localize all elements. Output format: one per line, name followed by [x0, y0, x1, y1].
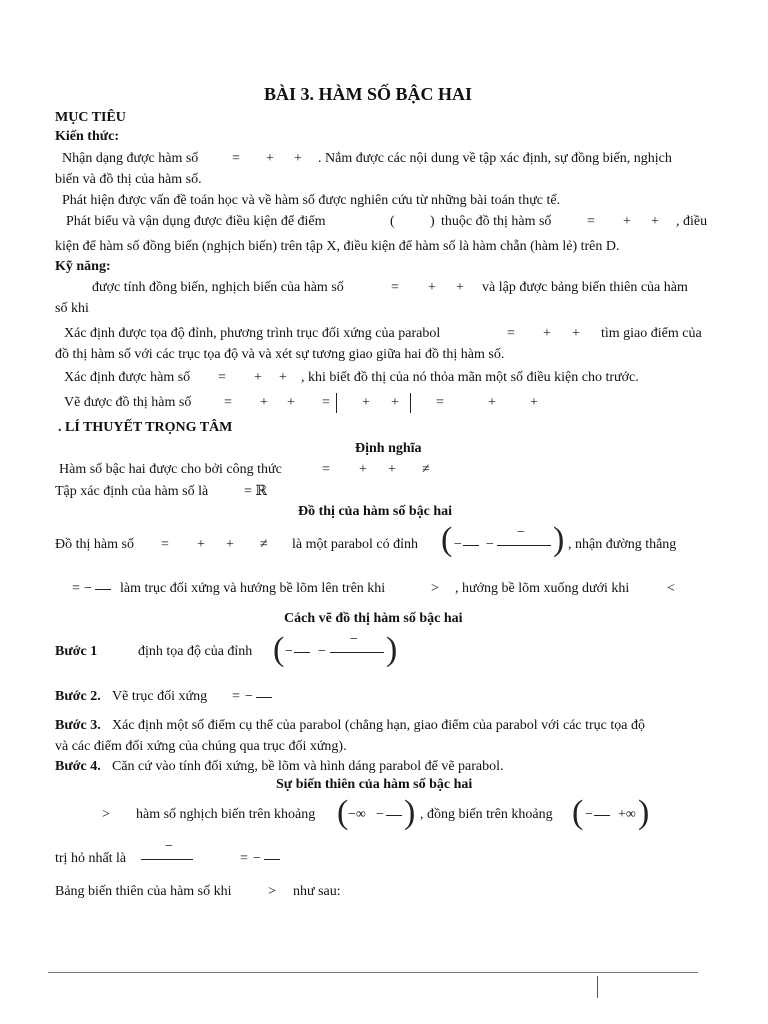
text-line: tìm giao điểm của — [601, 326, 702, 341]
fraction-bar — [264, 859, 280, 860]
math-symbol: − — [245, 689, 253, 704]
math-symbol: > — [431, 581, 439, 596]
math-symbol: + — [362, 395, 370, 410]
math-symbol: + — [543, 326, 551, 341]
fraction-bar — [256, 697, 272, 698]
big-paren-close: ) — [553, 521, 565, 558]
text-line: thuộc đồ thị hàm số — [441, 214, 552, 229]
fraction-bar — [594, 815, 610, 816]
text-line: Phát hiện được vấn đề toán học và về hàm số được nghiên cứu từ những bài toán thực tế. — [62, 193, 561, 208]
text-line: và lập được bảng biến thiên của hàm — [482, 280, 688, 295]
math-symbol: − — [285, 644, 293, 659]
math-symbol: + — [254, 370, 262, 385]
text-line: , điều — [676, 214, 708, 229]
math-symbol: + — [287, 395, 295, 410]
math-symbol: + — [391, 395, 399, 410]
math-symbol: = — [322, 462, 330, 477]
math-symbol: − — [318, 644, 326, 659]
math-symbol: > — [102, 807, 110, 822]
page-title: BÀI 3. HÀM SỐ BẬC HAI — [264, 84, 473, 104]
math-symbol: − — [84, 581, 92, 596]
footer-divider — [48, 972, 698, 973]
paren-close: ) — [430, 214, 435, 229]
math-symbol: > — [268, 884, 276, 899]
math-symbol: − — [486, 537, 494, 552]
math-symbol: − — [253, 851, 261, 866]
math-symbol: +∞ — [618, 807, 636, 822]
math-symbol: ≠ — [260, 537, 268, 552]
text-line: là một parabol có đỉnh — [292, 537, 418, 552]
fraction-bar — [141, 859, 193, 860]
text-line: , đồng biến trên khoảng — [420, 807, 553, 822]
step-label: Bước 1 — [55, 644, 98, 659]
math-symbol: + — [651, 214, 659, 229]
math-symbol: + — [530, 395, 538, 410]
math-symbol: + — [294, 151, 302, 166]
section-heading-muc-tieu: MỤC TIÊU — [55, 110, 126, 125]
text-line: biến và đồ thị của hàm số. — [55, 172, 202, 187]
text-line: được tính đồng biến, nghịch biến của hàm số — [92, 280, 344, 295]
math-symbol: = — [218, 370, 226, 385]
math-symbol: + — [260, 395, 268, 410]
math-symbol: = — [507, 326, 515, 341]
math-symbol: ≠ — [422, 462, 430, 477]
text-line: , nhận đường thẳng — [568, 537, 677, 552]
math-symbol: + — [266, 151, 274, 166]
math-symbol: + — [572, 326, 580, 341]
math-symbol: − — [517, 525, 525, 540]
text-line: hàm số nghịch biến trên khoảng — [136, 807, 316, 822]
fraction-bar — [294, 652, 310, 653]
math-symbol: + — [428, 280, 436, 295]
math-symbol: + — [279, 370, 287, 385]
abs-bar — [336, 393, 337, 413]
big-paren-open: ( — [572, 794, 584, 831]
math-symbol: + — [359, 462, 367, 477]
text-line: đồ thị hàm số với các trục tọa độ và và xét sự tương giao giữa hai đồ thị hàm số. — [55, 347, 505, 362]
text-line: Phát biểu và vận dụng được điều kiện để điểm — [66, 214, 326, 229]
math-symbol: = — [436, 395, 444, 410]
fraction-bar — [330, 652, 384, 653]
text-line: . Nắm được các nội dung về tập xác định, sự đồng biến, nghịch — [318, 151, 672, 166]
text-line: trị hỏ nhất là — [55, 851, 127, 866]
text-line: , khi biết đồ thị của nó thỏa mãn một số điều kiện cho trước. — [301, 370, 639, 385]
math-symbol: = — [587, 214, 595, 229]
math-symbol: = — [232, 151, 240, 166]
math-symbol: = — [391, 280, 399, 295]
math-symbol: −∞ — [348, 807, 366, 822]
big-paren-close: ) — [638, 794, 650, 831]
big-paren-open: ( — [273, 631, 285, 668]
math-symbol: = — [72, 581, 80, 596]
big-paren-open: ( — [441, 521, 453, 558]
subheading-ky-nang: Kỹ năng: — [55, 259, 111, 274]
text-line: như sau: — [293, 884, 341, 899]
fraction-bar — [386, 815, 402, 816]
text-line: Căn cứ vào tính đối xứng, bề lõm và hình dáng parabol để vẽ parabol. — [112, 759, 504, 774]
math-symbol: − — [376, 807, 384, 822]
text-line: Bảng biến thiên của hàm số khi — [55, 884, 232, 899]
math-symbol: = ℝ — [244, 484, 268, 499]
big-paren-open: ( — [337, 794, 349, 831]
text-line: định tọa độ của đỉnh — [138, 644, 253, 659]
math-symbol: − — [585, 807, 593, 822]
fraction-bar — [497, 545, 551, 546]
big-paren-close: ) — [404, 794, 416, 831]
heading-dinh-nghia: Định nghĩa — [355, 441, 422, 456]
fraction-bar — [95, 589, 111, 590]
fraction-bar — [463, 545, 479, 546]
text-line: Vẽ được đồ thị hàm số — [64, 395, 192, 410]
text-line: Vẽ trục đối xứng — [112, 689, 208, 704]
math-symbol: = — [161, 537, 169, 552]
text-line: Nhận dạng được hàm số — [62, 151, 199, 166]
step-label: Bước 3. — [55, 718, 101, 733]
math-symbol: + — [456, 280, 464, 295]
math-symbol: = — [322, 395, 330, 410]
heading-bien-thien: Sự biến thiên của hàm số bậc hai — [276, 777, 473, 792]
text-line: Đồ thị hàm số — [55, 537, 134, 552]
text-line: Xác định được hàm số — [64, 370, 191, 385]
heading-cach-ve: Cách vẽ đồ thị hàm số bậc hai — [284, 611, 463, 626]
math-symbol: = — [232, 689, 240, 704]
math-symbol: + — [488, 395, 496, 410]
math-symbol: + — [197, 537, 205, 552]
math-symbol: + — [226, 537, 234, 552]
step-label: Bước 4. — [55, 759, 101, 774]
text-line: Xác định một số điểm cụ thể của parabol (chẳng hạn, giao điểm của parabol với các trục tọa độ — [112, 718, 645, 733]
abs-bar — [410, 393, 411, 413]
text-line: Xác định được tọa độ đỉnh, phương trình trục đối xứng của parabol — [64, 326, 441, 341]
text-line: Tập xác định của hàm số là — [55, 484, 209, 499]
step-label: Bước 2. — [55, 689, 101, 704]
big-paren-close: ) — [386, 631, 398, 668]
text-line: làm trục đối xứng và hướng bề lõm lên trên khi — [120, 581, 386, 596]
section-heading-li-thuyet: . LÍ THUYẾT TRỌNG TÂM — [58, 420, 233, 435]
math-symbol: = — [240, 851, 248, 866]
heading-do-thi: Đồ thị của hàm số bậc hai — [298, 504, 453, 519]
text-line: số khi — [55, 301, 89, 316]
math-symbol: − — [454, 537, 462, 552]
math-symbol: < — [667, 581, 675, 596]
math-symbol: + — [388, 462, 396, 477]
paren-open: ( — [390, 214, 395, 229]
text-line: , hướng bề lõm xuống dưới khi — [455, 581, 630, 596]
text-line: kiện để hàm số đồng biến (nghịch biến) trên tập X, điều kiện để hàm số là hàm chẵn (hàm lẻ) trên D. — [55, 239, 620, 254]
text-line: Hàm số bậc hai được cho bởi công thức — [59, 462, 282, 477]
math-symbol: − — [350, 632, 358, 647]
math-symbol: + — [623, 214, 631, 229]
footer-tick — [597, 976, 598, 998]
math-symbol: = — [224, 395, 232, 410]
subheading-kien-thuc: Kiến thức: — [55, 129, 120, 144]
text-line: và các điểm đối xứng của chúng qua trục đối xứng). — [55, 739, 347, 754]
math-symbol: − — [165, 839, 173, 854]
